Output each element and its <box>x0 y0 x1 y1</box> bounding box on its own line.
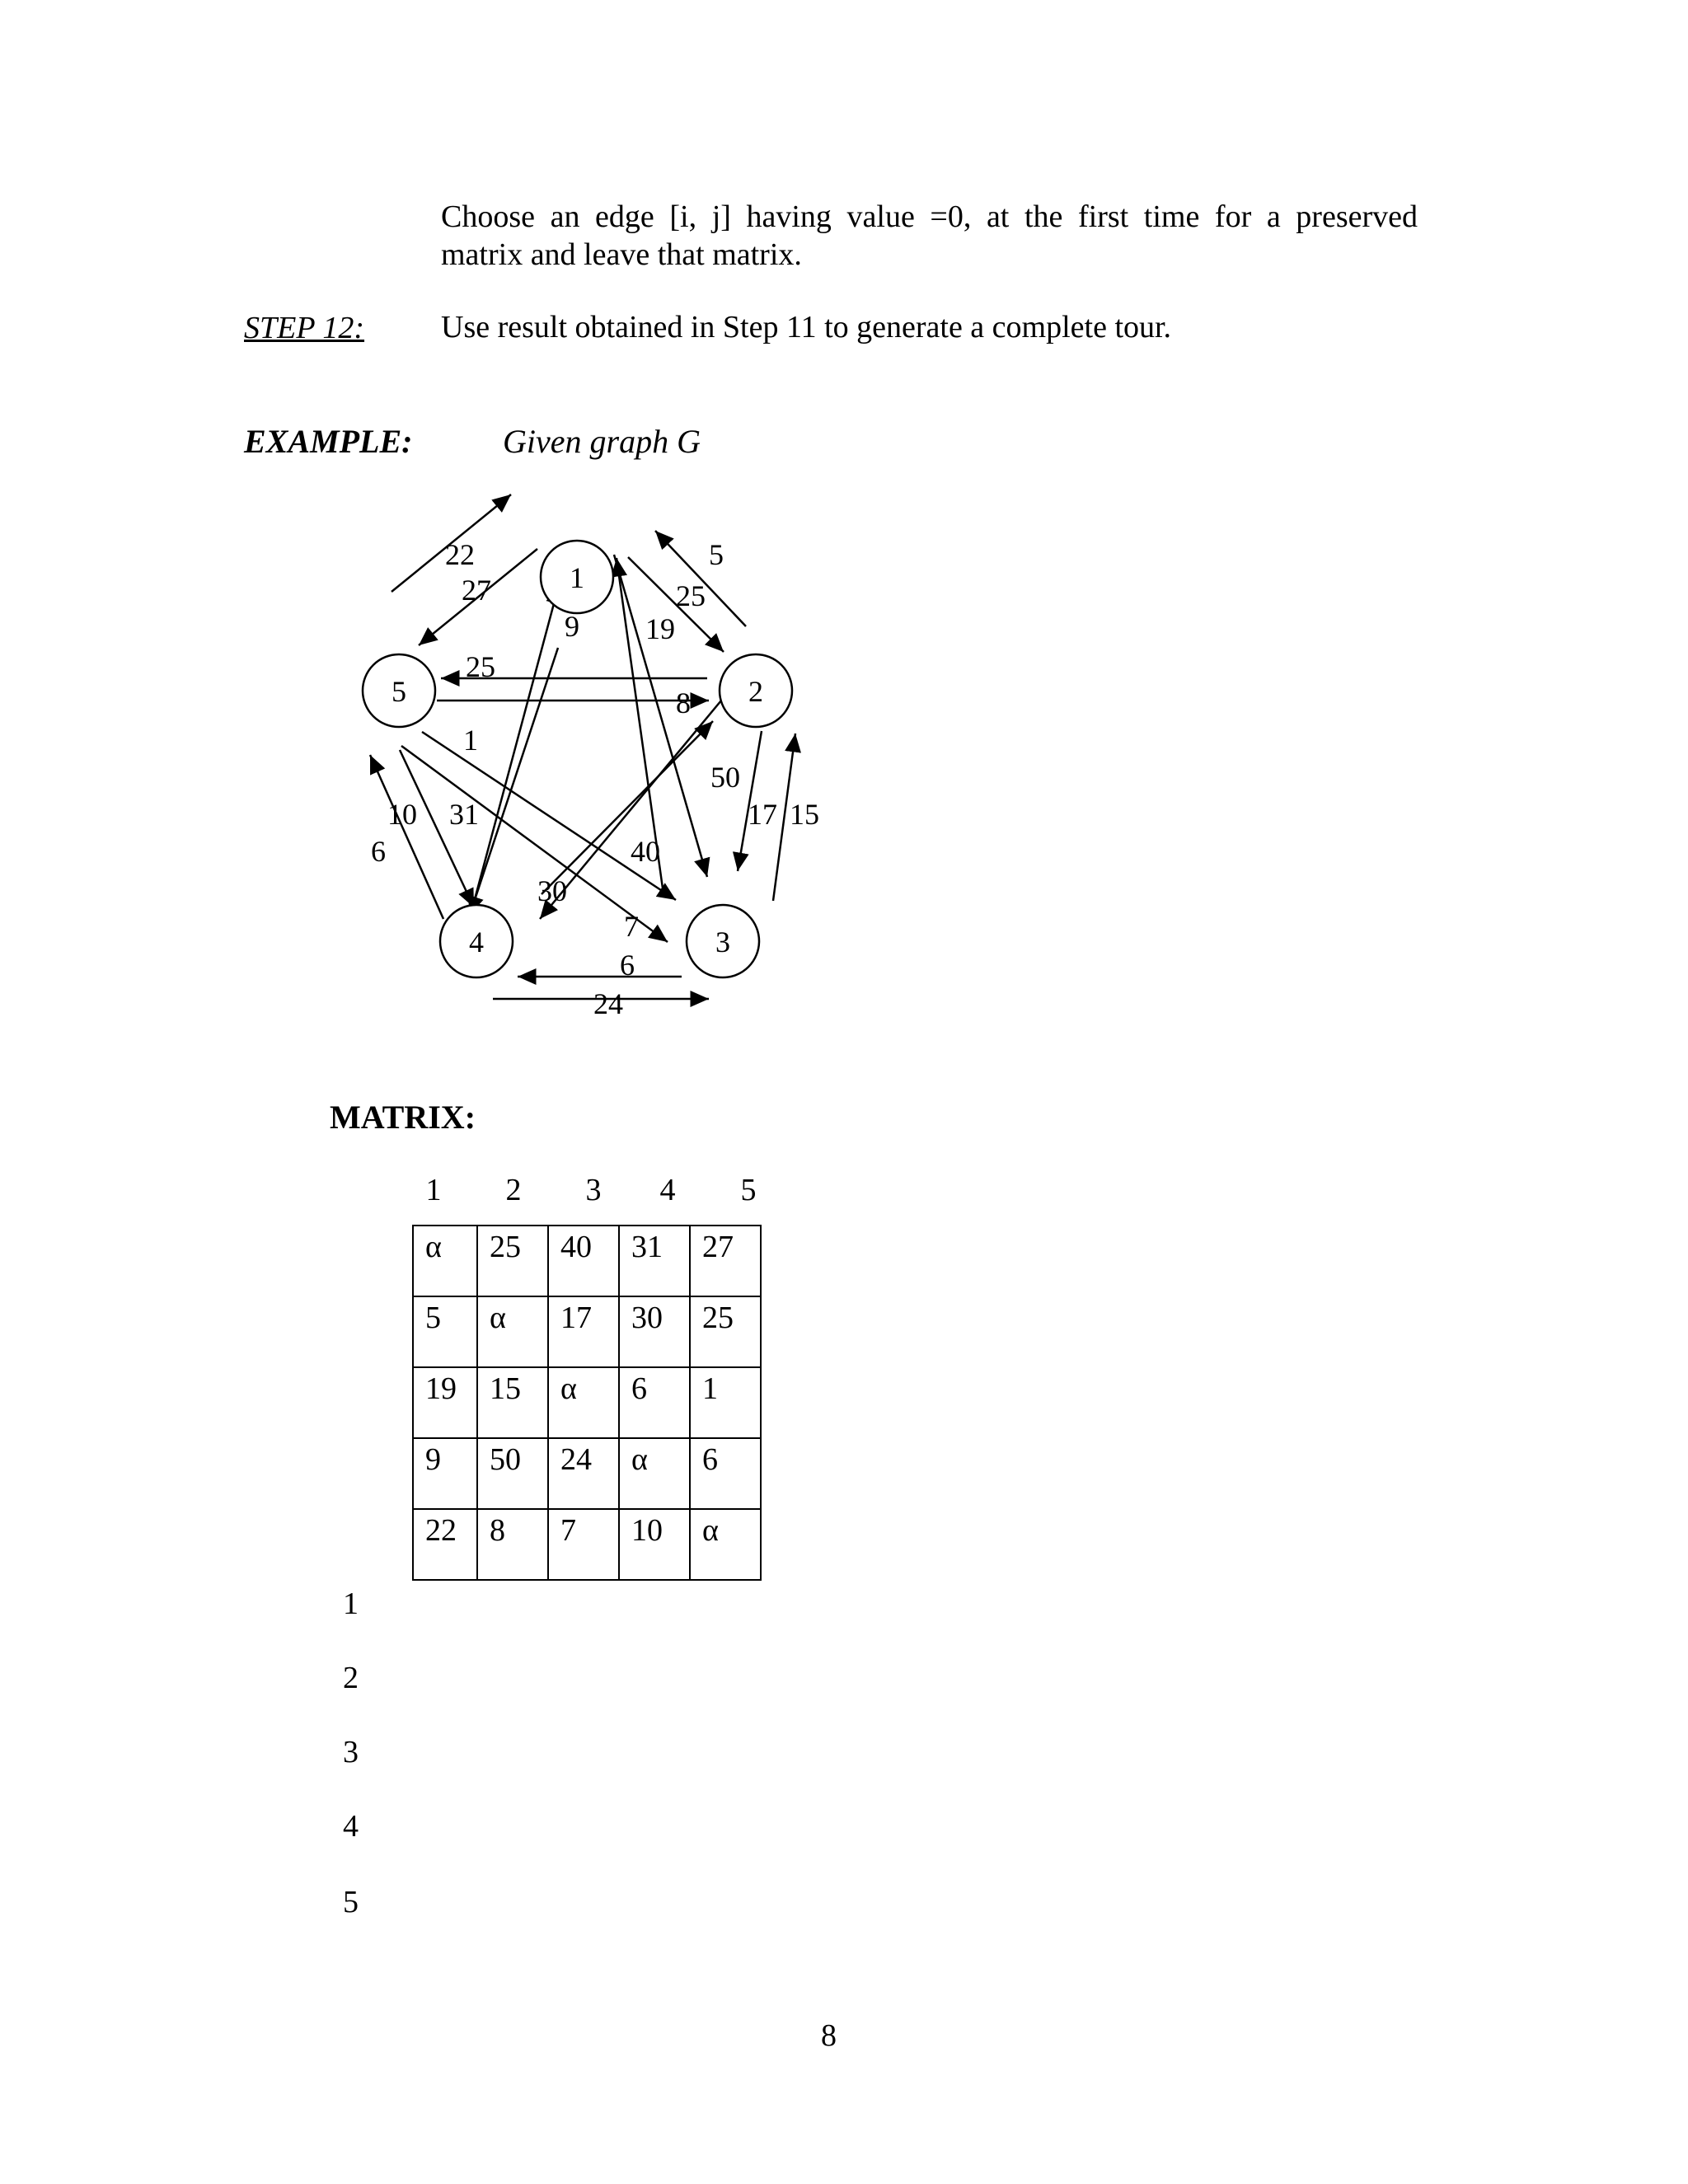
edge-weight-label: 10 <box>387 798 417 831</box>
edge-weight-label: 6 <box>371 835 386 868</box>
matrix-cell: 9 <box>413 1438 477 1509</box>
matrix-row <box>413 1226 761 1296</box>
matrix-cell: 1 <box>690 1367 761 1438</box>
graph-node-label: 4 <box>469 926 484 958</box>
graph-edge <box>471 585 559 912</box>
col-header: 2 <box>505 1173 522 1207</box>
row-header: 4 <box>343 1809 359 1844</box>
edge-weight-label: 9 <box>565 610 579 643</box>
page-number: 8 <box>821 2018 837 2053</box>
matrix-cell: 19 <box>413 1367 477 1438</box>
matrix-cell: 30 <box>619 1296 690 1367</box>
matrix-cell: 10 <box>619 1509 690 1580</box>
cost-matrix <box>412 1225 762 1581</box>
step-12-label: STEP 12: <box>244 311 365 345</box>
paragraph-line-1: Choose an edge [i, j] having value =0, at the first time for a preserved <box>441 199 1418 234</box>
matrix-cell: 25 <box>477 1226 548 1296</box>
matrix-row <box>413 1367 761 1438</box>
edge-weight-label: 24 <box>593 987 623 1020</box>
graph-node-label: 1 <box>570 561 584 594</box>
col-header: 5 <box>740 1173 757 1207</box>
row-header: 2 <box>343 1661 359 1695</box>
graph-node-label: 2 <box>748 675 763 708</box>
matrix-cell: 15 <box>477 1367 548 1438</box>
graph-edge <box>540 701 721 919</box>
row-header: 3 <box>343 1735 359 1769</box>
matrix-cell: α <box>477 1296 548 1367</box>
edge-weight-label: 17 <box>748 798 777 831</box>
graph-node-label: 5 <box>392 675 406 708</box>
edge-weight-label: 40 <box>631 835 660 868</box>
matrix-cell: 6 <box>619 1367 690 1438</box>
matrix-cell: 25 <box>690 1296 761 1367</box>
matrix-cell: 7 <box>548 1509 619 1580</box>
matrix-cell: 6 <box>690 1438 761 1509</box>
col-header: 1 <box>425 1173 442 1207</box>
matrix-cell: 8 <box>477 1509 548 1580</box>
example-label: EXAMPLE: <box>244 423 413 460</box>
edge-weight-label: 30 <box>537 874 567 907</box>
matrix-cell: 27 <box>690 1226 761 1296</box>
col-header: 3 <box>585 1173 602 1207</box>
matrix-cell: α <box>619 1438 690 1509</box>
col-header: 4 <box>659 1173 676 1207</box>
edge-weight-label: 31 <box>449 798 479 831</box>
row-header: 1 <box>343 1586 359 1621</box>
edge-weight-label: 6 <box>620 949 635 982</box>
matrix-row <box>413 1296 761 1367</box>
matrix-cell: 22 <box>413 1509 477 1580</box>
edge-weight-label: 8 <box>676 687 691 719</box>
paragraph-line-2: matrix and leave that matrix. <box>441 237 802 272</box>
matrix-cell: 40 <box>548 1226 619 1296</box>
matrix-cell: α <box>413 1226 477 1296</box>
matrix-cell: 5 <box>413 1296 477 1367</box>
graph-diagram <box>346 462 857 1038</box>
edge-weight-label: 25 <box>676 579 706 612</box>
graph-caption: Given graph G <box>503 423 701 460</box>
matrix-row <box>413 1509 761 1580</box>
matrix-cell: 50 <box>477 1438 548 1509</box>
matrix-cell: 17 <box>548 1296 619 1367</box>
row-header: 5 <box>343 1885 359 1919</box>
edge-weight-label: 7 <box>624 910 639 943</box>
matrix-cell: α <box>548 1367 619 1438</box>
matrix-cell: 31 <box>619 1226 690 1296</box>
edge-weight-label: 25 <box>466 650 495 683</box>
edge-weight-label: 19 <box>645 612 675 645</box>
edge-weight-label: 1 <box>463 724 478 757</box>
graph-node-label: 3 <box>715 926 730 958</box>
edge-weight-label: 50 <box>710 761 740 794</box>
edge-weight-label: 27 <box>462 574 491 607</box>
step-12-text: Use result obtained in Step 11 to generate a complete tour. <box>441 310 1172 344</box>
matrix-title: MATRIX: <box>330 1099 476 1136</box>
matrix-cell: α <box>690 1509 761 1580</box>
edge-weight-label: 22 <box>445 538 475 571</box>
matrix-cell: 24 <box>548 1438 619 1509</box>
edge-weight-label: 15 <box>790 798 819 831</box>
matrix-row <box>413 1438 761 1509</box>
edge-weight-label: 5 <box>709 538 724 571</box>
